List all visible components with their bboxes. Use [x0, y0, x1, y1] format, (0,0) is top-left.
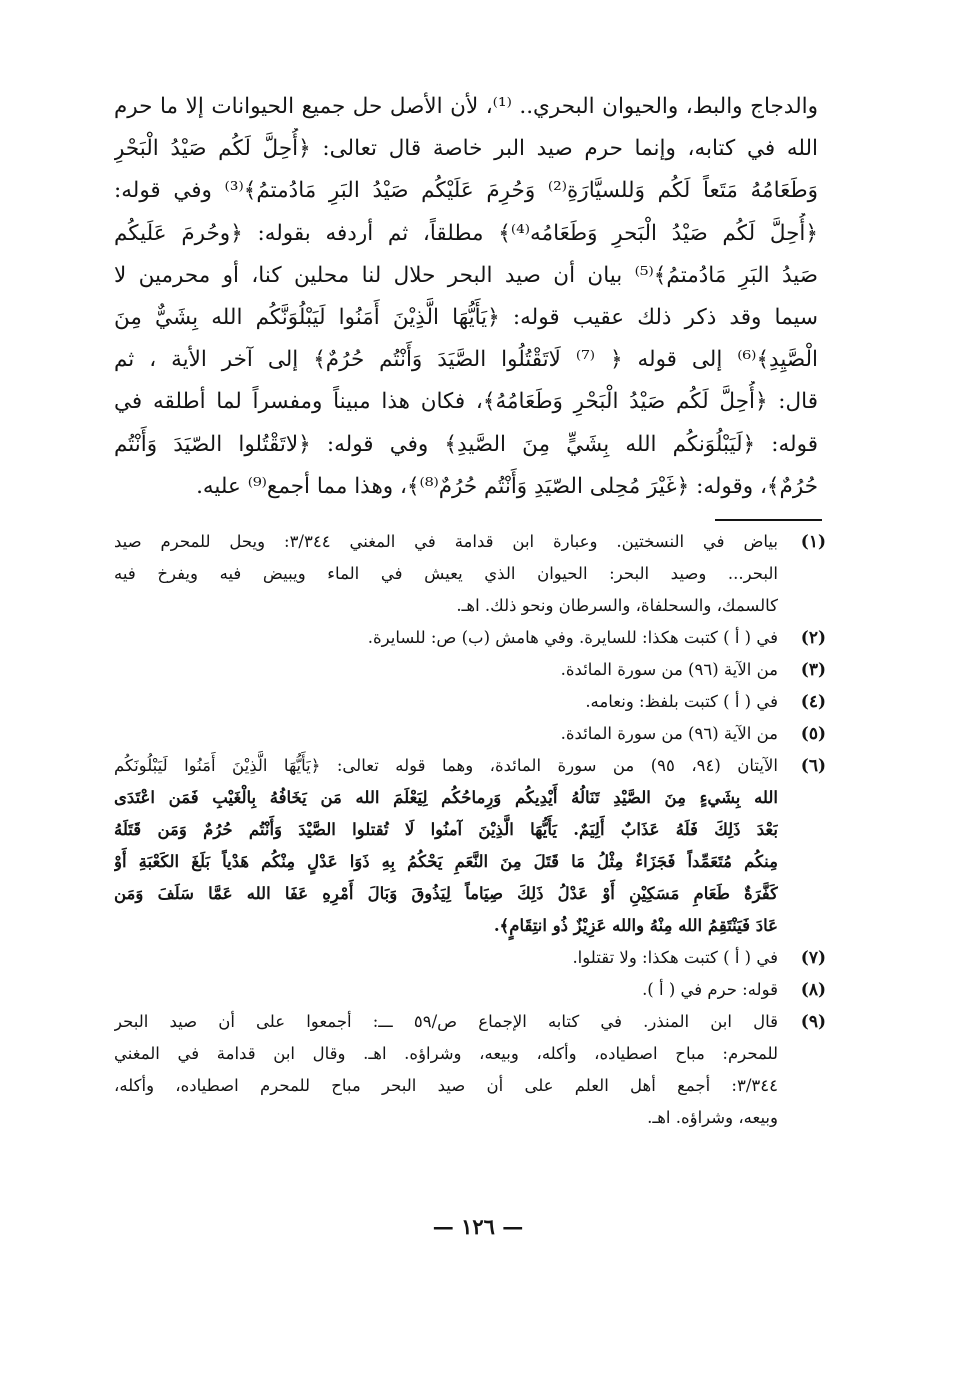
- footnote-divider: [715, 519, 822, 521]
- main-line: والدجاج والبط، والحيوان البحري.. ⁽¹⁾، لأن الأصل حل جميع الحيوانات إلا ما حرم: [114, 94, 818, 119]
- footnote-line: الآيتان (٩٤، ٩٥) من سورة المائدة، وهما قوله تعالى: ﴿يَأَيُّهَا الَّذِيْنَ أَمَنُوا لَيَبْلُونَكُم: [114, 756, 778, 775]
- footnote-number: (٢): [800, 628, 826, 648]
- footnote-number: (٧): [800, 948, 826, 968]
- footnote: [114, 1006, 826, 1134]
- footnote-quran-line: بَعْدَ ذَلِكَ فَلَهُ عَذَابٌ أَلِيَمٌ. يَأَيُّهَا الَّذِيْنَ آمنُوا لَا تُقتلوا الصَّيْدَ وَأَنْتُم حُرُمٌ وَمَن قَتَلَهُ: [114, 820, 778, 839]
- footnote-line: من الآية (٩٦) من سورة المائدة.: [560, 660, 778, 679]
- footnote-line: للمحرم: مباح اصطياده، وأكله، وبيعه، وشراؤه. اهـ. وقال ابن قدامة في المغني: [114, 1044, 778, 1063]
- footnote-number: (٩): [800, 1012, 826, 1032]
- footnote: [114, 718, 826, 750]
- footnote: [114, 526, 826, 622]
- footnote: [114, 750, 826, 942]
- footnote-line: في ( أ ) كتبت هكذا: للسايرة. وفي هامش (ب) ص: للسايرة.: [367, 628, 778, 647]
- footnote-line: قال ابن المنذر. في كتابه الإجماع ص/٥٩ ـــ: أجمعوا على أن صيد البحر: [114, 1012, 778, 1031]
- main-line: سيما وقد ذكر ذلك عقيب قوله: ﴿يَأَيُّهَا الَّذِيْنَ أَمَنُوا لَيَبْلُوَنَّكُم الله بِشَيٌّ مِنَ: [114, 304, 818, 330]
- footnote-line: من الآية (٩٦) من سورة المائدة.: [560, 724, 778, 743]
- footnote-line: في ( أ ) كتبت بلفظ: ونعامه.: [585, 692, 778, 711]
- footnote: [114, 942, 826, 974]
- main-line: وَطَعَامُهُ مَتَعاً لَكُم وَللسيَّارَةِ⁽²⁾ وَحُرِمَ عَلَيْكُم صَيْدُ البَرِ مَادُمتمُ﴾⁽³⁾ وفي قوله:: [114, 178, 818, 204]
- footnote-quran-line: كَفَّرَةٌ طَعَامِ مَسَكِيْنِ أَوْ عَدْلُ ذَلِكَ صِيَاماً لِيَذُوقَ وَبَالَ أَمْرِهِ عَفَا الله عَمَّا سَلَفَ وَمَن: [114, 884, 778, 903]
- footnote-quran-line: عَادَ فَيَنْتَقِمُ الله مِنْهُ والله عَزِيْزٌ ذُو انتِقَامٍ﴾.: [493, 916, 778, 935]
- main-line: صَيدُ البَرِ مَادُمتمُ﴾⁽⁵⁾ بيان أن صيد البحر حلال لنا محلين كنا، أو محرمين لا: [114, 262, 818, 288]
- page-number: — ١٢٦ —: [432, 1214, 524, 1239]
- footnote-number: (٨): [800, 980, 826, 1000]
- footnote-line: البحر... وصيد البحر: الحيوان الذي يعيش في الماء ويبيض فيه ويفرخ فيه: [114, 564, 778, 583]
- footnote-line: وبيعه، وشراؤه. اهـ.: [647, 1108, 778, 1127]
- footnote-number: (٦): [800, 756, 826, 776]
- footnote: [114, 622, 826, 654]
- footnote-line: في ( أ ) كتبت هكذا: ولا تقتلوا.: [572, 948, 778, 967]
- main-line: قوله: ﴿لَيَبْلُوَنكُم الله بِشَيٍّ مِنَ الصَّيدِ﴾ وفي قوله: ﴿لاتَقْتُلوا الصّيَدَ وَأَنْتُم: [114, 431, 818, 457]
- footnote-number: (٣): [800, 660, 826, 680]
- footnote-quran-line: الله بِشَيءٍ مِنَ الصَّيْدِ تَنَالُهُ أَيْدِيكُم وَرِماحُكُم لِيَعْلَمَ الله مَن يَخَافُهُ بِالْغَيْبِ فَمَن اعْتَدَى: [114, 788, 778, 807]
- footnotes: [114, 526, 826, 1134]
- footnote-line: ٣/٣٤٤: أجمع أهل العلم على أن صيد البحر مباح للمحرم اصطياده، وأكله،: [114, 1076, 778, 1095]
- footnote-line: بياض في النسختين. وعبارة ابن قدامة في المغني ٣/٣٤٤: ويحل للمحرم صيد: [114, 532, 778, 551]
- main-line: الله في كتابه، وإنما حرم صيد البر خاصة قال تعالى: ﴿أُحِلَّ لَكُم صَيْدُ الْبَحْرِ: [114, 136, 818, 162]
- footnote-number: (١): [800, 532, 826, 552]
- footnote-number: (٤): [800, 692, 826, 712]
- footnote: [114, 654, 826, 686]
- main-line: قال: ﴿أُحِلَّ لَكُم صَيْدُ الْبَحْرِ وَطَعَامُهُ﴾، فكان هذا مبيناً ومفسراً لما أطلقه في: [114, 389, 818, 415]
- footnote-number: (٥): [800, 724, 826, 744]
- main-text: [114, 86, 818, 508]
- footnote: [114, 974, 826, 1006]
- footnote-line: كالسمك، والسحلفاة، والسرطان ونحو ذلك. اهـ.: [456, 596, 778, 615]
- main-line: حُرُمٌ﴾، وقوله: ﴿غَيْرَ مُحِلى الصّيَدِ وَأَنْتُم حُرُمٌ⁽⁸⁾﴾، وهذا مما أجمع⁽⁹⁾ عليه.: [196, 473, 818, 499]
- footnote-quran-line: مِنكُم مُتَعَمِّداً فَجَزَاءٌ مِثْلُ مَا قَتَلَ مِنَ النَّعَمِ يَحْكُمُ بِهِ ذَوَا عَدْلٍ مِنْكُم هَدْياً بَلَغَ الكَعْبَةِ أَوْ: [114, 852, 778, 871]
- main-line: ﴿أُحِلَّ لَكُم صَيْدُ الْبَحرِ وَطَعَامُه⁽⁴⁾﴾ مطلقاً، ثم أردفه بقوله: ﴿وحُرمَ عَلَيكُم: [114, 220, 818, 246]
- main-line: الْصَّيِدِ﴾⁽⁶⁾ إلى قوله ﴿ ⁽⁷⁾ لَاتَقْتُلُوا الصَّيَدَ وَأَنْتُم حُرُمٌ﴾ إلى آخر الأية ، ثم: [114, 347, 818, 373]
- footnote: [114, 686, 826, 718]
- footnote-line: قوله: حرم في ( أ ).: [642, 980, 778, 999]
